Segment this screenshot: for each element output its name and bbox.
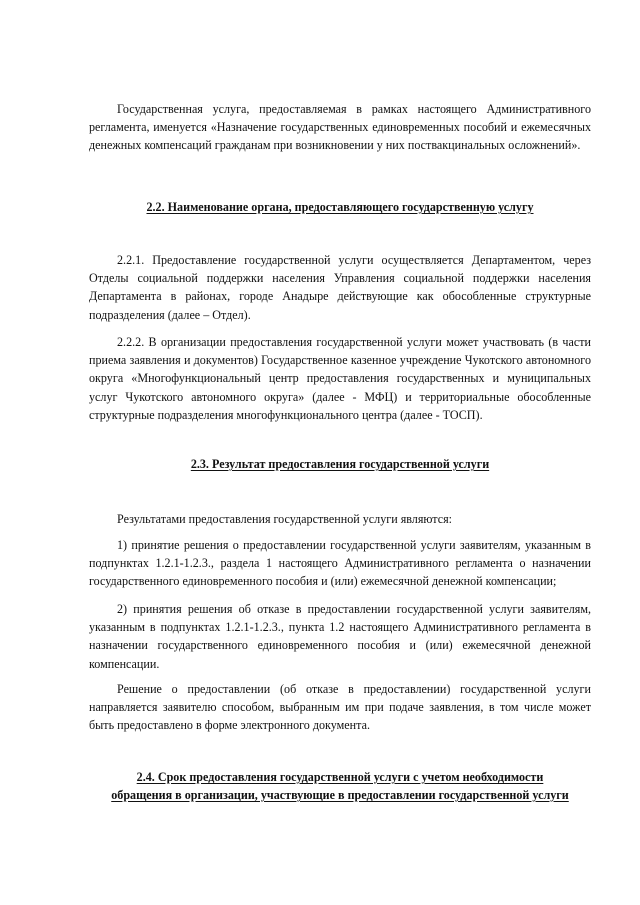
heading-line <box>60 768 620 786</box>
heading-text: 2.3. Результат предоставления государственной услуги <box>190 457 490 471</box>
results-intro-paragraph <box>89 510 591 528</box>
result-item-2 <box>89 600 591 673</box>
paragraph-text: 2.2.1. Предоставление государственной услуги осуществляется Департаментом, через Отделы социальной поддержки населения Управления социальной поддержки населения Департамента в районах, городе Анадыре действующие как обособленные структурные подразделения (далее – Отдел). <box>89 253 591 322</box>
paragraph-text: 2.2.2. В организации предоставления государственной услуги может участвовать (в части приема заявления и документов) Государственное казенное учреждение Чукотского автономного округа «Многофункциональный центр предоставления государственных и муниципальных услуг Чукотского автономного округа» (далее - МФЦ) и территориальные обособленные структурные подразделения многофункционального центра (далее - ТОСП). <box>89 335 591 422</box>
paragraph-text: 2) принятия решения об отказе в предоставлении государственной услуги заявителям, указанным в подпунктах 1.2.1-1.2.3., пункта 1.2 настоящего Административного регламента в назначении государственного единовременного пособия и (или) ежемесячной денежной компенсации. <box>89 602 591 671</box>
heading-text: обращения в организации, участвующие в предоставлении государственной услуги <box>111 788 569 802</box>
section-heading-2-2 <box>60 198 620 216</box>
paragraph-2-2-2 <box>89 333 591 424</box>
heading-text: 2.2. Наименование органа, предоставляющего государственную услугу <box>146 200 534 214</box>
result-item-1 <box>89 536 591 591</box>
section-heading-2-4 <box>60 768 620 804</box>
heading-text: 2.4. Срок предоставления государственной услуги с учетом необходимости <box>136 770 544 784</box>
paragraph-text: Результатами предоставления государственной услуги являются: <box>117 512 453 526</box>
heading-line <box>60 786 620 804</box>
decision-paragraph <box>89 680 591 735</box>
paragraph-text: 1) принятие решения о предоставлении государственной услуги заявителям, указанным в подпунктах 1.2.1-1.2.3., раздела 1 настоящего Административного регламента о назначении государственного единовременного пособия и (или) ежемесячной денежной компенсации; <box>89 538 591 589</box>
section-heading-2-3 <box>60 455 620 473</box>
paragraph-2-2-1 <box>89 251 591 324</box>
paragraph-text: Решение о предоставлении (об отказе в предоставлении) государственной услуги направляется заявителю способом, выбранным им при подаче заявления, в том числе может быть предоставлено в форме электронного документа. <box>89 682 591 733</box>
service-name-paragraph <box>89 100 591 155</box>
paragraph-text: Государственная услуга, предоставляемая в рамках настоящего Административного регламента, именуется «Назначение государственных единовременных пособий и ежемесячных денежных компенсаций гражданам при возникновении у них поствакцинальных осложнений». <box>89 102 591 153</box>
